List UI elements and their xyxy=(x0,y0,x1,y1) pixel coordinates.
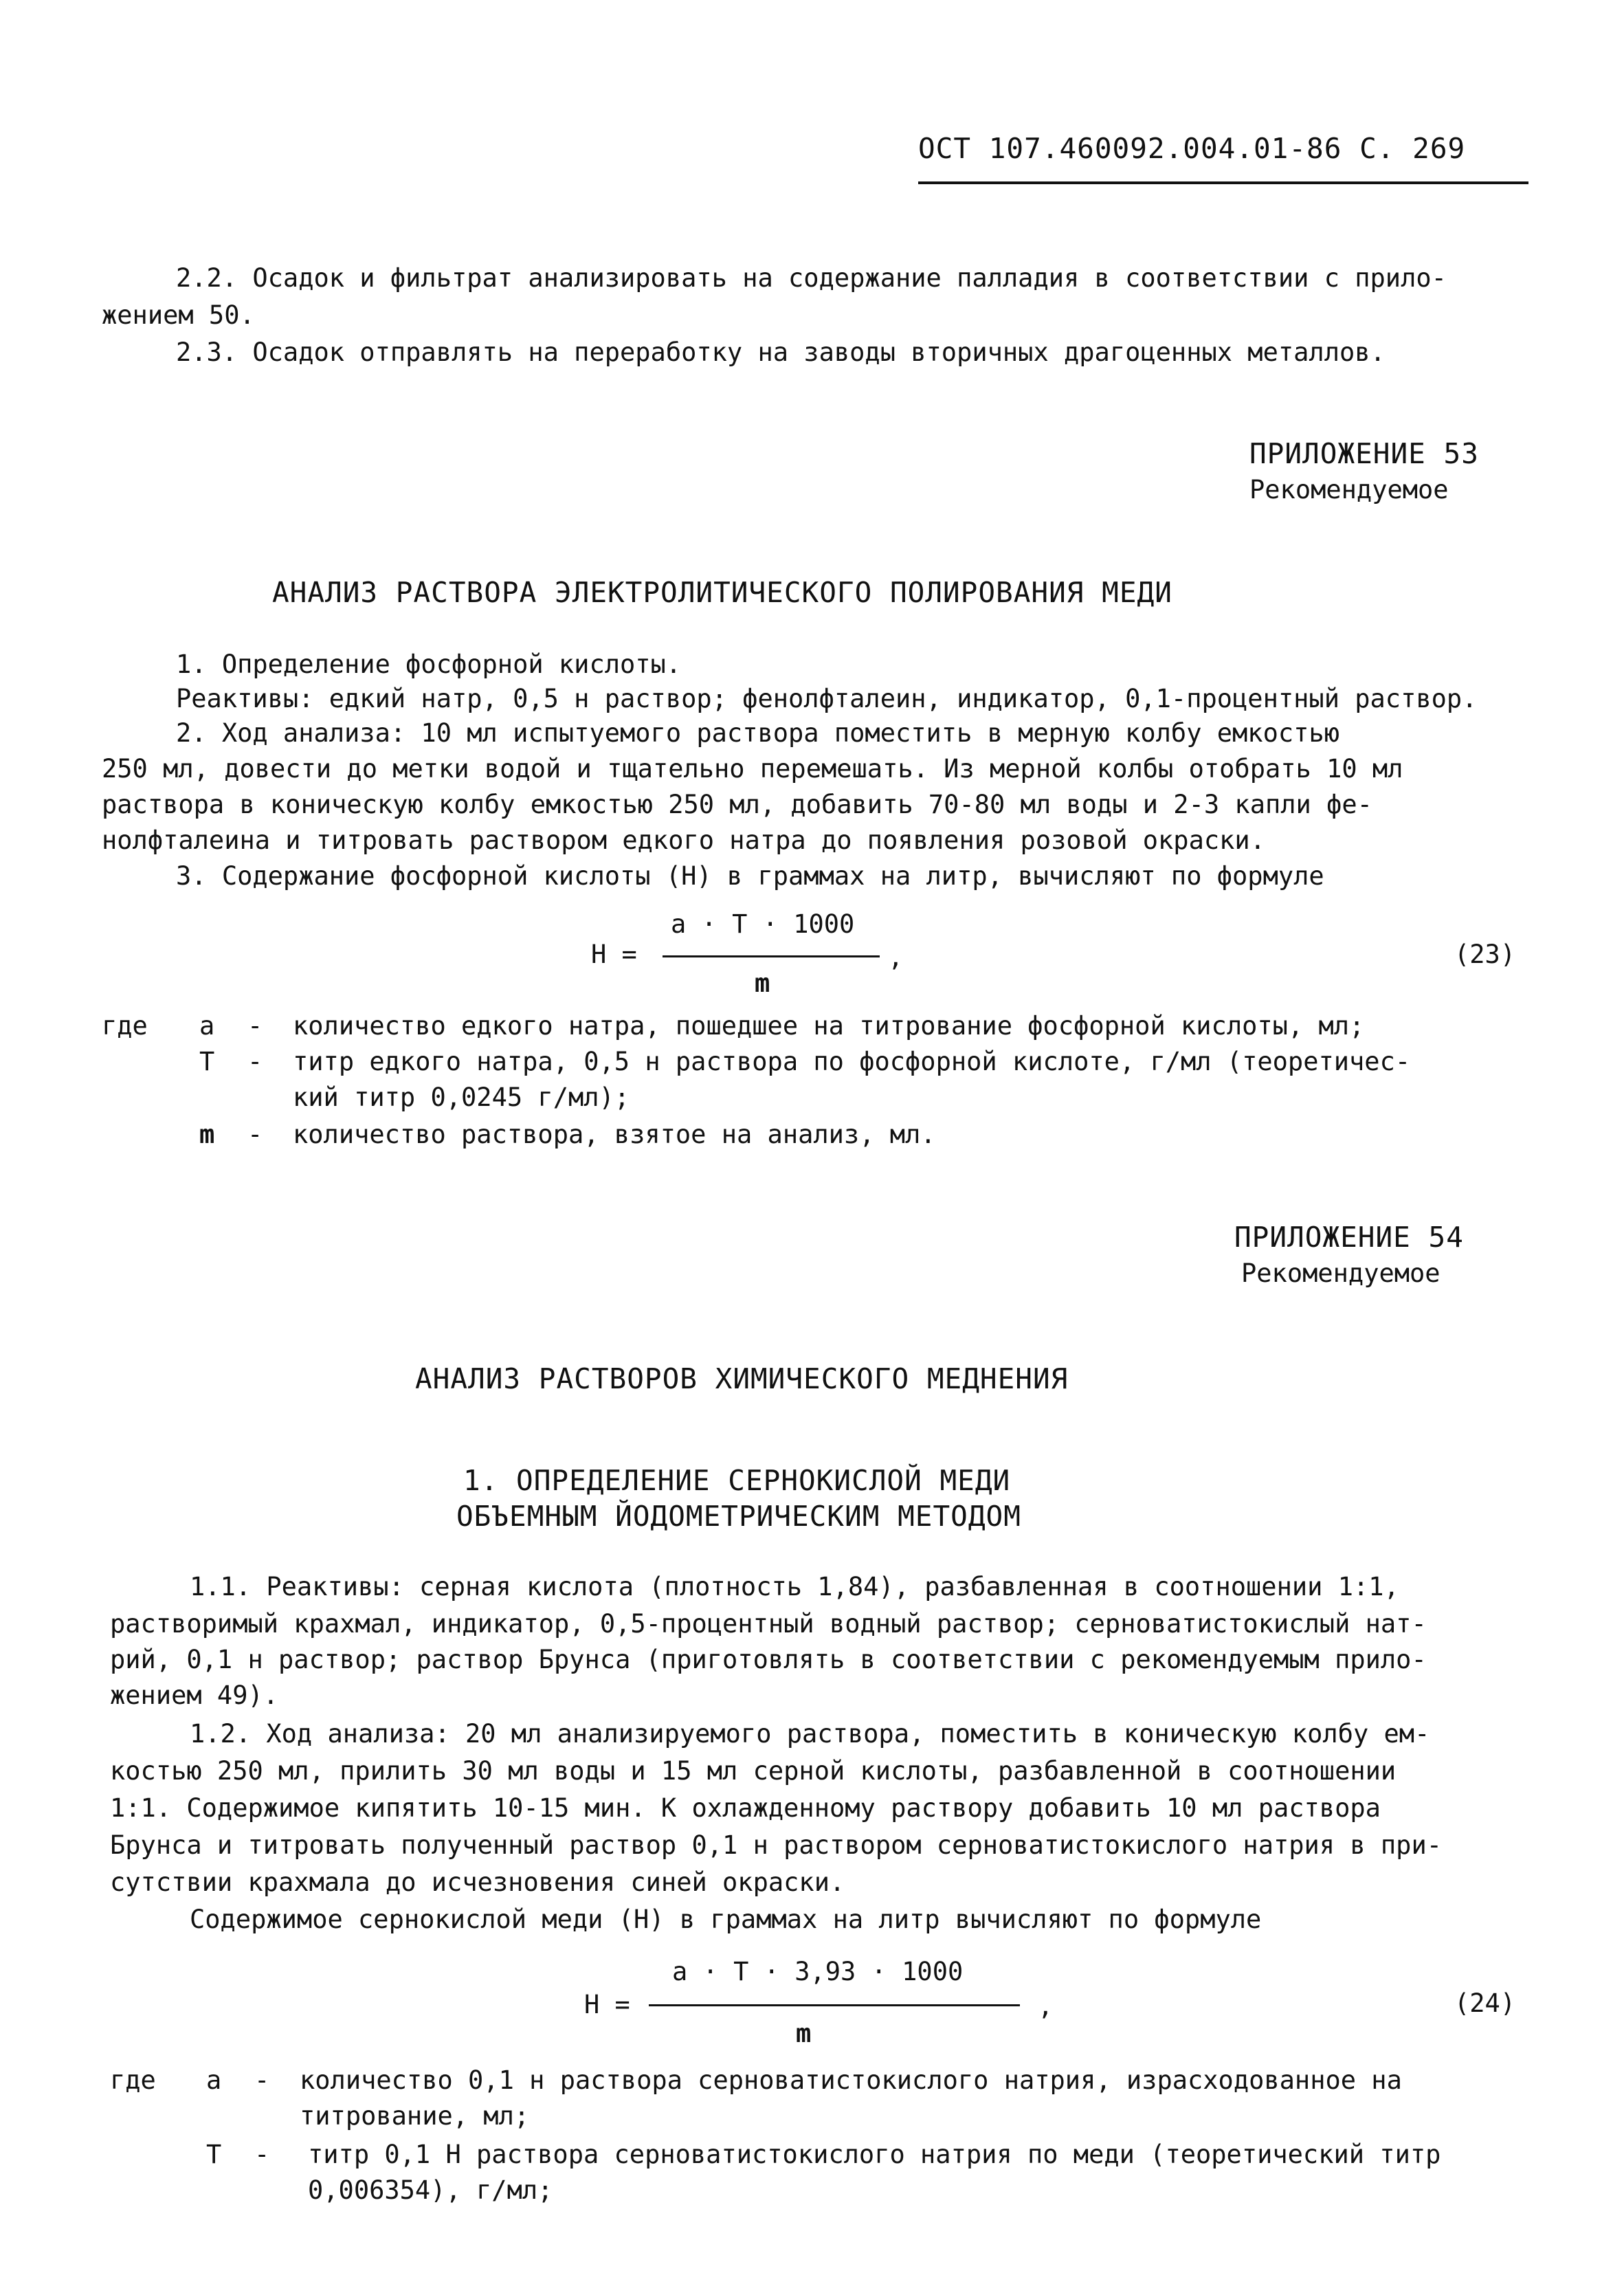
def-symbol: m xyxy=(199,1120,215,1149)
def-text: кий титр 0,0245 г/мл); xyxy=(293,1083,630,1112)
appendix-53-status: Рекомендуемое xyxy=(1249,475,1449,505)
app54-line: 1.1. Реактивы: серная кислота (плотность 1,84), разбавленная в соотношении 1:1, xyxy=(190,1572,1399,1601)
appendix-53-label: ПРИЛОЖЕНИЕ 53 xyxy=(1249,437,1479,470)
def-text: 0,006354), г/мл; xyxy=(308,2175,553,2205)
def-dash: - xyxy=(247,1120,263,1149)
app53-line: 2. Ход анализа: 10 мл испытуемого раствора поместить в мерную колбу емкостью xyxy=(176,718,1339,748)
formula-24-denominator: m xyxy=(796,2019,812,2048)
paragraph-2-2-line1: 2.2. Осадок и фильтрат анализировать на содержание палладия в соответствии с прило- xyxy=(176,263,1447,293)
formula-24-number: (24) xyxy=(1454,1988,1516,2018)
def-text: количество раствора, взятое на анализ, мл. xyxy=(293,1120,936,1149)
app53-line: 1. Определение фосфорной кислоты. xyxy=(176,650,682,679)
section-heading-line2: ОБЪЕМНЫМ ЙОДОМЕТРИЧЕСКИМ МЕТОДОМ xyxy=(456,1500,1021,1533)
def-dash: - xyxy=(247,1011,263,1041)
where-word: где xyxy=(110,2065,156,2095)
def-symbol: Т xyxy=(199,1047,215,1076)
app53-line: раствора в коническую колбу емкостью 250 мл, добавить 70-80 мл воды и 2-3 капли фе- xyxy=(102,790,1372,819)
app54-line: Содержимое сернокислой меди (Н) в граммах на литр вычисляют по формуле xyxy=(190,1905,1262,1934)
app54-line: 1:1. Содержимое кипятить 10-15 мин. К охлажденному раствору добавить 10 мл раствора xyxy=(110,1793,1381,1823)
app53-line: 3. Содержание фосфорной кислоты (Н) в граммах на литр, вычисляют по формуле xyxy=(176,861,1324,891)
formula-23-fraction-bar xyxy=(663,955,880,957)
def-dash: - xyxy=(254,2140,270,2169)
formula-24-lhs: Н = xyxy=(584,1990,630,2019)
appendix-53-title: АНАЛИЗ РАСТВОРА ЭЛЕКТРОЛИТИЧЕСКОГО ПОЛИРОВАНИЯ МЕДИ xyxy=(272,576,1172,609)
header-underline xyxy=(918,181,1528,184)
app54-line: рий, 0,1 н раствор; раствор Брунса (приготовлять в соответствии с рекомендуемым прило- xyxy=(110,1645,1427,1674)
formula-24-comma: , xyxy=(1038,1991,1054,2021)
formula-23-comma: , xyxy=(888,942,904,972)
app53-line: 250 мл, довести до метки водой и тщательно перемешать. Из мерной колбы отобрать 10 мл xyxy=(102,754,1403,784)
def-text: количество 0,1 н раствора серноватистокислого натрия, израсходованное на xyxy=(300,2065,1402,2095)
document-code-header: ОСТ 107.460092.004.01-86 С. 269 xyxy=(918,132,1466,165)
app54-line: сутствии крахмала до исчезновения синей окраски. xyxy=(110,1867,845,1897)
paragraph-2-3: 2.3. Осадок отправлять на переработку на заводы вторичных драгоценных металлов. xyxy=(176,337,1386,367)
def-text: титр едкого натра, 0,5 н раствора по фосфорной кислоте, г/мл (теоретичес- xyxy=(293,1047,1411,1076)
app54-line: костью 250 мл, прилить 30 мл воды и 15 мл серной кислоты, разбавленной в соотношении xyxy=(110,1756,1397,1786)
def-text: количество едкого натра, пошедшее на титрование фосфорной кислоты, мл; xyxy=(293,1011,1365,1041)
paragraph-2-2-line2: жением 50. xyxy=(102,300,255,330)
def-text: титрование, мл; xyxy=(300,2101,530,2131)
def-dash: - xyxy=(254,2065,270,2095)
def-symbol: Т xyxy=(206,2140,222,2169)
formula-24-numerator: a · Т · 3,93 · 1000 xyxy=(672,1957,964,1986)
app54-line: жением 49). xyxy=(110,1681,279,1710)
formula-23-lhs: Н = xyxy=(591,940,637,969)
app54-line: 1.2. Ход анализа: 20 мл анализируемого раствора, поместить в коническую колбу ем- xyxy=(190,1719,1430,1749)
formula-23-numerator: a · Т · 1000 xyxy=(671,909,855,939)
def-text: титр 0,1 Н раствора серноватистокислого натрия по меди (теоретический титр xyxy=(308,2140,1441,2169)
def-symbol: a xyxy=(199,1011,215,1041)
formula-24-fraction-bar xyxy=(649,2004,1020,2006)
app53-line: Реактивы: едкий натр, 0,5 н раствор; фенолфталеин, индикатор, 0,1-процентный раствор. xyxy=(176,684,1478,713)
appendix-54-label: ПРИЛОЖЕНИЕ 54 xyxy=(1234,1221,1464,1254)
appendix-54-title: АНАЛИЗ РАСТВОРОВ ХИМИЧЕСКОГО МЕДНЕНИЯ xyxy=(415,1362,1069,1395)
app54-line: растворимый крахмал, индикатор, 0,5-процентный водный раствор; серноватистокислый нат- xyxy=(110,1609,1427,1639)
section-heading-line1: 1. ОПРЕДЕЛЕНИЕ СЕРНОКИСЛОЙ МЕДИ xyxy=(463,1464,1011,1497)
app53-line: нолфталеина и титровать раствором едкого натра до появления розовой окраски. xyxy=(102,825,1265,855)
where-word: где xyxy=(102,1011,148,1041)
appendix-54-status: Рекомендуемое xyxy=(1241,1259,1441,1288)
def-dash: - xyxy=(247,1047,263,1076)
formula-23-number: (23) xyxy=(1454,940,1516,969)
def-symbol: a xyxy=(206,2065,222,2095)
formula-23-denominator: m xyxy=(755,968,770,998)
app54-line: Брунса и титровать полученный раствор 0,1 н раствором серноватистокислого натрия в при- xyxy=(110,1830,1443,1860)
